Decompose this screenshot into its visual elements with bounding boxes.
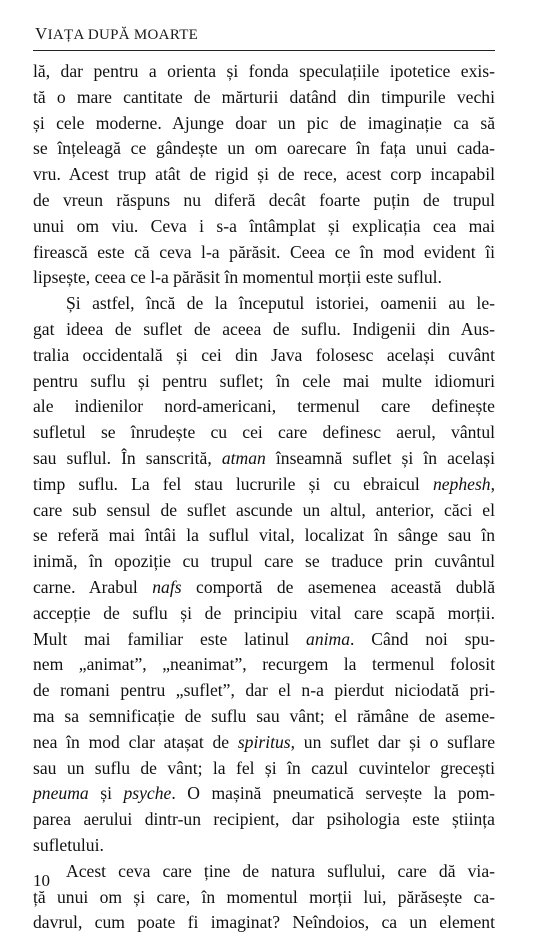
text-segment: pentru suflu și pentru suflet; în cele mai multe idiomuri [33, 370, 495, 391]
text-line [33, 704, 495, 730]
text-segment: tralia occidentală și cei din Java folosesc același cuvânt [33, 344, 495, 365]
text-segment: timp suflu. La fel stau lucrurile și cu ebraicul [33, 473, 433, 494]
text-line [33, 111, 495, 137]
text-segment: și [88, 783, 124, 804]
text-line [33, 575, 495, 601]
text-line [33, 162, 495, 188]
text-line [33, 85, 495, 111]
text-segment: firească este că ceva l-a părăsit. Ceea ce în mod evident îi [33, 241, 495, 262]
text-line [33, 317, 495, 343]
text-line [33, 472, 495, 498]
page-number: 10 [33, 871, 50, 890]
text-line [33, 910, 495, 936]
text-segment: ță unui om și care, în momentul morții lui, părăsește ca- [33, 886, 495, 907]
text-segment: se înțeleagă ce gândește un om oarecare în fața unui cada- [33, 138, 495, 159]
body-text [33, 59, 495, 936]
italic-term: spiritus [237, 731, 291, 752]
header-rule [33, 50, 495, 51]
text-segment: accepție de suflu și de principiu vital care scapă morții. [33, 602, 495, 623]
text-segment: carne. Arabul [33, 576, 153, 597]
running-head [35, 24, 198, 44]
text-line [33, 498, 495, 524]
italic-term: anima [306, 628, 351, 649]
text-line [33, 601, 495, 627]
text-line [33, 188, 495, 214]
text-segment: ma sa semnificație de suflu sau vânt; el rămâne de aseme- [33, 705, 495, 726]
text-segment: davrul, cum poate fi imaginat? Neîndoios, ca un element [33, 912, 495, 933]
text-line [33, 885, 495, 911]
text-line [33, 523, 495, 549]
text-line [33, 730, 495, 756]
text-segment: gat ideea de suflet de aceea de suflu. Indigenii din Aus- [33, 318, 495, 339]
text-line [33, 627, 495, 653]
italic-term: nephesh [432, 473, 491, 494]
text-line [33, 859, 495, 885]
text-segment: unui om viu. Ceva i s-a întâmplat și explicația cea mai [33, 215, 495, 236]
text-line [33, 446, 495, 472]
text-segment: nem „animat”, „neanimat”, recurgem la termenul folosit [33, 654, 495, 675]
text-segment: sufletul se înrudește cu cei care definesc aerul, vântul [33, 422, 495, 443]
text-line [33, 265, 495, 291]
text-line [33, 369, 495, 395]
text-line [33, 549, 495, 575]
text-line [33, 214, 495, 240]
text-line [33, 240, 495, 266]
text-segment: Și astfel, încă de la începutul istoriei, oamenii au le- [66, 293, 495, 314]
running-head-initial: V [35, 24, 48, 43]
text-segment: înseamnă suflet și în același [265, 447, 495, 468]
text-line [33, 807, 495, 833]
text-segment: sufletului. [33, 834, 104, 855]
italic-term: atman [221, 447, 266, 468]
italic-term: nafs [152, 576, 182, 597]
text-line [33, 59, 495, 85]
text-segment: , un suflet dar și o suflare [290, 731, 495, 752]
italic-term: psyche [123, 783, 172, 804]
text-segment: se referă mai întâi la suflul vital, localizat în sânge sau în [33, 525, 495, 546]
text-segment: Mult mai familiar este latinul [33, 628, 307, 649]
text-line [33, 781, 495, 807]
text-segment: nea în mod clar atașat de [33, 731, 238, 752]
text-line [33, 420, 495, 446]
text-line [33, 756, 495, 782]
text-segment: vru. Acest trup atât de rigid și de rece, acest corp incapabil [33, 164, 495, 185]
text-segment: lipsește, ceea ce l-a părăsit în momentul morții este suflul. [33, 267, 442, 288]
text-segment: și cele moderne. Ajunge doar un pic de imaginație ca să [33, 112, 495, 133]
text-line [33, 652, 495, 678]
italic-term: pneuma [33, 783, 89, 804]
text-line [33, 343, 495, 369]
text-line [33, 833, 495, 859]
text-segment: care sub sensul de suflet ascunde un altul, anterior, căci el [33, 499, 495, 520]
running-head-rest: IAȚA DUPĂ MOARTE [47, 27, 199, 43]
text-segment: comportă de asemenea această dublă [181, 576, 496, 597]
text-segment: . O mașină pneumatică servește la pom- [171, 783, 495, 804]
text-segment: lă, dar pentru a orienta și fonda speculațiile ipotetice exis- [33, 61, 495, 81]
text-line [33, 291, 495, 317]
text-line [33, 678, 495, 704]
text-line [33, 136, 495, 162]
text-segment: inimă, în opoziție cu trupul care se traduce prin cuvântul [33, 551, 495, 572]
text-segment: parea aerului dintr-un recipient, dar psihologia este știința [33, 809, 495, 830]
text-segment: , [490, 473, 495, 494]
text-segment: de romani pentru „suflet”, dar el n-a pierdut niciodată pri- [33, 680, 495, 701]
text-segment: ale indienilor nord-americani, termenul care definește [33, 396, 495, 417]
text-segment: . Când noi spu- [350, 628, 495, 649]
text-segment: tă o mare cantitate de mărturii datând din timpurile vechi [33, 86, 495, 107]
text-line [33, 394, 495, 420]
text-segment: de vreun răspuns nu diferă decât foarte puțin de trupul [33, 189, 495, 210]
text-segment: Acest ceva care ține de natura suflului, care dă via- [66, 860, 495, 881]
text-segment: sau suflul. În sanscrită, [33, 447, 222, 468]
text-segment: sau un suflu de vânt; la fel și în cazul cuvintelor grecești [33, 757, 495, 778]
